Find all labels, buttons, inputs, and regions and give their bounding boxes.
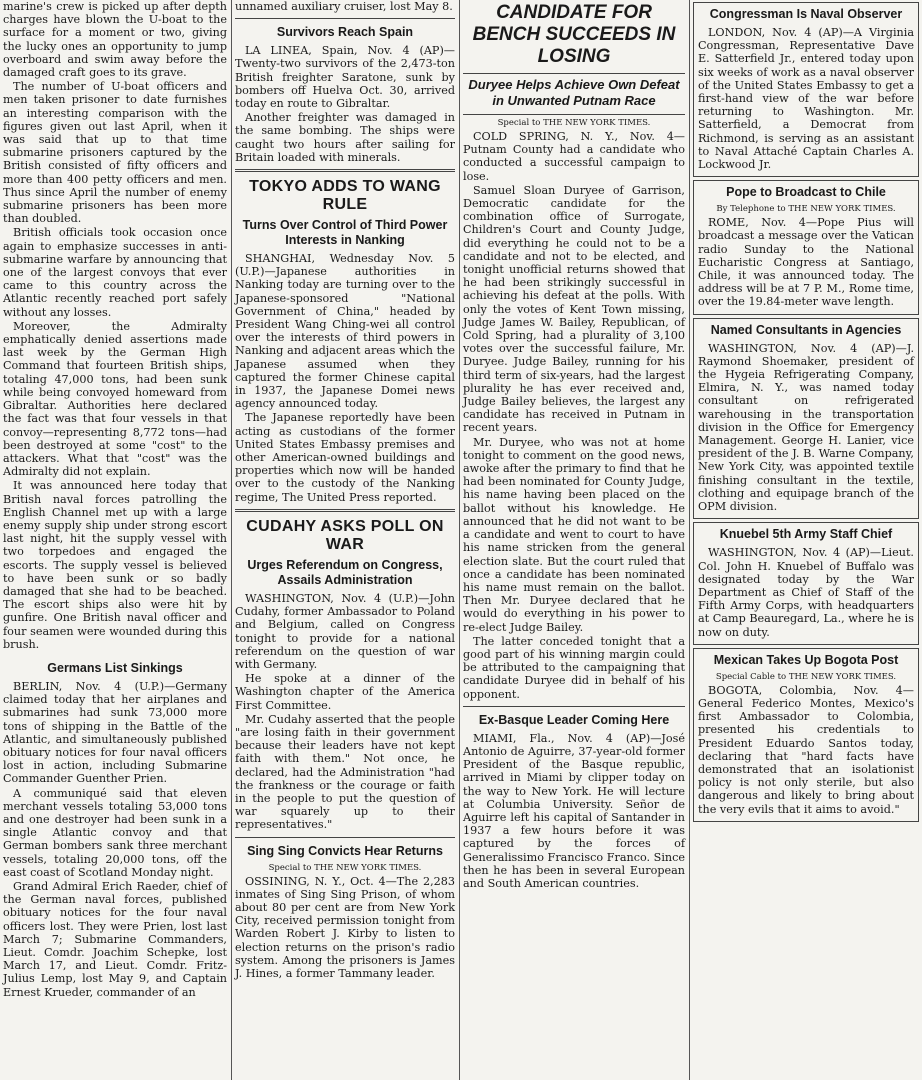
headline-pope-broadcast: Pope to Broadcast to Chile — [726, 185, 886, 200]
special-credit: Special Cable to THE NEW YORK TIMES. — [715, 671, 897, 682]
article-paragraph: LA LINEA, Spain, Nov. 4 (AP)—Twenty-two survivors of the 2,473-ton British freighter Saratone, sunk by bombers off Huelva Oct. 30, arrived today en route to Gibraltar. — [235, 44, 455, 111]
article-paragraph: British officials took occasion once again to emphasize successes in anti-submarine warfare by announcing that one of the largest convoys that ever came to this country across the Atlantic recently reached port safely without any losses. — [3, 226, 227, 319]
article-paragraph: The number of U-boat officers and men taken prisoner to date furnishes an interesting comparison with the figures given out last April, when it was said that up to that time submarine prisoners captured by the British consisted of fifty officers and more than 400 petty officers and men. Thus since April the number of enemy submarine prisoners has been more than doubled. — [3, 80, 227, 226]
article-paragraph: unnamed auxiliary cruiser, lost May 8. — [235, 0, 453, 13]
article-paragraph: The latter conceded tonight that a good part of his winning margin could be attributed to the campaigning that candidate Duryee did in behalf of his opponent. — [463, 634, 685, 701]
brief-pope — [693, 180, 919, 314]
article-paragraph: BERLIN, Nov. 4 (U.P.)—Germany claimed today that her airplanes and submarines had sunk 73,000 more tons of shipping in the Battle of the Atlantic, and simultaneously published obituary notices for four naval officers lost in action, including Submarine Commander Guenther Prien. — [3, 679, 227, 786]
article-paragraph: The Japanese reportedly have been acting as custodians of the former United States Embassy premises and other American-owned buildings and properties which now will be handed over to the custody of the Nanking regime, The United Press reported. — [235, 411, 455, 504]
headline-tokyo-adds-to-wang-rule: TOKYO ADDS TO WANG RULE — [249, 178, 441, 214]
article-paragraph: WASHINGTON, Nov. 4 (AP)—J. Raymond Shoemaker, president of the Hygeia Refrigerating Company, Elmira, N. Y., was named today consultant on refrigerated warehousing in the transportation division in the Office for Emergency Management. George H. Lanier, vice president of the J. B. Warne Company, New York City, was appointed textile finishing consultant in the textile, clothing and equipage branch of the OPM division. — [698, 341, 914, 514]
article-paragraph: It was announced here today that British naval forces patrolling the English Channel met up with a large enemy supply ship under strong escort last night, hit the supply vessel with two torpedoes and engaged the escorts. The supply vessel is believed to have been sunk or so badly damaged that she had to be beached. The escort ships also were hit by gunfire. One British naval officer and four seamen were wounded during this brush. — [3, 479, 227, 651]
headline-named-consultants: Named Consultants in Agencies — [710, 322, 902, 337]
article-paragraph: Mr. Duryee, who was not at home tonight to comment on the good news, awoke after the primary to find that he had been nominated for County Judge, his name having been placed on the ballot without his knowledge. He announced that he did not want to be a candidate and went to court to have his name stricken from the general election slate. But the court ruled that once a candidate has been nominated his name must remain on the ballot. Then Mr. Duryee declared that he would do everything in his power to re-elect Judge Bailey. — [463, 435, 685, 634]
column-1 — [0, 0, 230, 1080]
article-paragraph: Grand Admiral Erich Raeder, chief of the German naval forces, published obituary notices for the four naval officers lost. They were Prien, lost last March 7; Submarine Commanders, Lieut. Comdr. Joachim Schepke, lost March 17, and Lieut. Comdr. Fritz-Julius Lemp, lost May 9, and Captain Ernest Krueder, commander of an — [3, 880, 227, 999]
column-4 — [690, 0, 922, 1080]
article-paragraph: MIAMI, Fla., Nov. 4 (AP)—José Antonio de Aguirre, 37-year-old former President of the Basque republic, arrived in Miami by clipper today on the way to New York. He will lecture at Columbia University. Señor de Aguirre left his capital of Santander in 1937 a few hours before it was captured by the forces of Generalissimo Francisco Franco. Since then he has been in several European and South American countries. — [463, 731, 685, 890]
article-paragraph: LONDON, Nov. 4 (AP)—A Virginia Congressman, Representative Dave E. Satterfield Jr., entered today upon six weeks of work as a naval observer of the United States Embassy to get a first-hand view of the war before returning to Washington. Mr. Satterfield, a Democrat from Richmond, is serving as an assistant to Naval Attaché Captain Charles A. Lockwood Jr. — [698, 26, 914, 172]
article-paragraph: marine's crew is picked up after depth charges have blown the U-boat to the surface for a moment or two, giving the lucky ones an opportunity to jump overboard and swim away before the damaged craft goes to its grave. — [3, 0, 227, 80]
article-paragraph: OSSINING, N. Y., Oct. 4—The 2,283 inmates of Sing Sing Prison, of whom about 80 per cent are from New York City, received permission tonight from Warden Robert J. Kirby to listen to election returns on the prison's radio system. Among the prisoners is James J. Hines, a former Tammany leader. — [235, 874, 455, 980]
article-paragraph: BOGOTA, Colombia, Nov. 4—General Federico Montes, Mexico's first Ambassador to Colombia, presented his credentials to President Eduardo Santos today, declaring that "hard facts have demonstrated that an isolationist policy is not only sterile, but also dangerous and likely to bring about the very evils that it aims to avoid." — [698, 683, 914, 816]
headline-knuebel: Knuebel 5th Army Staff Chief — [719, 527, 893, 542]
divider — [463, 114, 685, 115]
article-paragraph: He spoke at a dinner of the Washington chapter of the America First Committee. — [235, 672, 455, 712]
article-paragraph: Moreover, the Admiralty emphatically denied assertions made last week by the German High Command that fourteen British ships, totaling 47,000 tons, had been sunk while being convoyed homeward from Gibraltar. Authorities here declared the fact was that four vessels in that convoy—representing 8,772 tons—had been destroyed at some "cost" to the attackers. What that "cost" was the Admiralty did not explain. — [3, 319, 227, 479]
article-paragraph: SHANGHAI, Wednesday Nov. 5 (U.P.)—Japanese authorities in Nanking today are turning over to the Japanese-sponsored "National Government of China," headed by President Wang Ching-wei all control over the interests of third powers in Nanking and adjacent areas which the Japanese assumed when they captured the former Chinese capital in 1937, the Japanese Domei news agency announced today. — [235, 252, 455, 411]
article-paragraph: Mr. Cudahy asserted that the people "are losing faith in their government because their leaders have not kept faith with them." Not once, he declared, had the Administration "had the frankness or the courage or faith in the people to put the question of war squarely up to their representatives." — [235, 712, 455, 832]
special-credit: By Telephone to THE NEW YORK TIMES. — [716, 204, 896, 215]
headline-ex-basque-leader: Ex-Basque Leader Coming Here — [478, 712, 670, 727]
headline-mexican-bogota: Mexican Takes Up Bogota Post — [713, 652, 899, 667]
subhead-duryee: Duryee Helps Achieve Own Defeat in Unwanted Putnam Race — [468, 77, 680, 108]
special-credit: Special to THE NEW YORK TIMES. — [268, 862, 422, 873]
article-paragraph: Another freighter was damaged in the same bombing. The ships were caught two hours after sailing for Britain loaded with minerals. — [235, 111, 455, 164]
brief-knuebel — [693, 522, 919, 644]
column-2 — [232, 0, 458, 1080]
divider — [463, 706, 685, 707]
brief-congressman — [693, 2, 919, 177]
special-credit: Special to THE NEW YORK TIMES. — [497, 118, 651, 128]
article-paragraph: A communiqué said that eleven merchant vessels totaling 53,000 tons and one destroyer had been sunk in a single Atlantic convoy and that German bombers sank three merchant vessels, totaling 20,000 tons, off the east coast of Scotland Monday night. — [3, 786, 227, 879]
divider — [235, 509, 455, 512]
subhead-tokyo: Turns Over Control of Third Power Interests in Nanking — [242, 218, 448, 248]
article-paragraph: ROME, Nov. 4—Pope Pius will broadcast a message over the Vatican radio Sunday to the National Eucharistic Congress at Santiago, Chile, it was announced today. The address will be at 7 P. M., Rome time, over the 19.84-meter wave length. — [698, 216, 914, 309]
brief-mexican — [693, 648, 919, 822]
subhead-cudahy: Urges Referendum on Congress, Assails Administration — [247, 557, 443, 587]
article-paragraph: COLD SPRING, N. Y., Nov. 4—Putnam County had a candidate who conducted a successful campaign to lose. — [463, 130, 685, 183]
article-paragraph: Samuel Sloan Duryee of Garrison, Democratic candidate for the combination office of Surrogate, Children's Court and County Judge, did everything he could not to be a candidate and not to be elected, and tonight unofficial returns showed that he had been strikingly successful in achieving his defeat at the polls. With only the votes of Kent Town missing, Judge James W. Bailey, Republican, of Cold Spring, had a plurality of 3,100 votes over the successful failure, Mr. Duryee. Judge Bailey, running for his third term of six-years, had the largest plurality he has ever received and, Judge Bailey believes, the largest any candidate has received in Putnam in recent years. — [463, 183, 685, 435]
article-paragraph: WASHINGTON, Nov. 4 (AP)—Lieut. Col. John H. Knuebel of Buffalo was designated today by the War Department as Chief of Staff of the Fifth Army Corps, with headquarters at Camp Beauregard, La., where he is now on duty. — [698, 546, 914, 639]
divider — [235, 18, 455, 19]
headline-sing-sing: Sing Sing Convicts Hear Returns — [247, 843, 443, 858]
divider — [463, 73, 685, 74]
article-paragraph: WASHINGTON, Nov. 4 (U.P.)—John Cudahy, former Ambassador to Poland and Belgium, called on Congress tonight to provide for a national referendum on the question of war with Germany. — [235, 591, 455, 671]
headline-germans-list-sinkings: Germans List Sinkings — [47, 660, 183, 675]
headline-congressman-naval-observer: Congressman Is Naval Observer — [709, 7, 903, 21]
brief-consultants — [693, 318, 919, 520]
divider — [235, 837, 455, 838]
headline-candidate-for-bench: CANDIDATE FOR BENCH SUCCEEDS IN LOSING — [472, 2, 676, 67]
headline-survivors-reach-spain: Survivors Reach Spain — [276, 25, 414, 40]
divider — [235, 169, 455, 172]
column-3 — [460, 0, 688, 1080]
headline-cudahy-asks-poll-on-war: CUDAHY ASKS POLL ON WAR — [246, 517, 444, 553]
